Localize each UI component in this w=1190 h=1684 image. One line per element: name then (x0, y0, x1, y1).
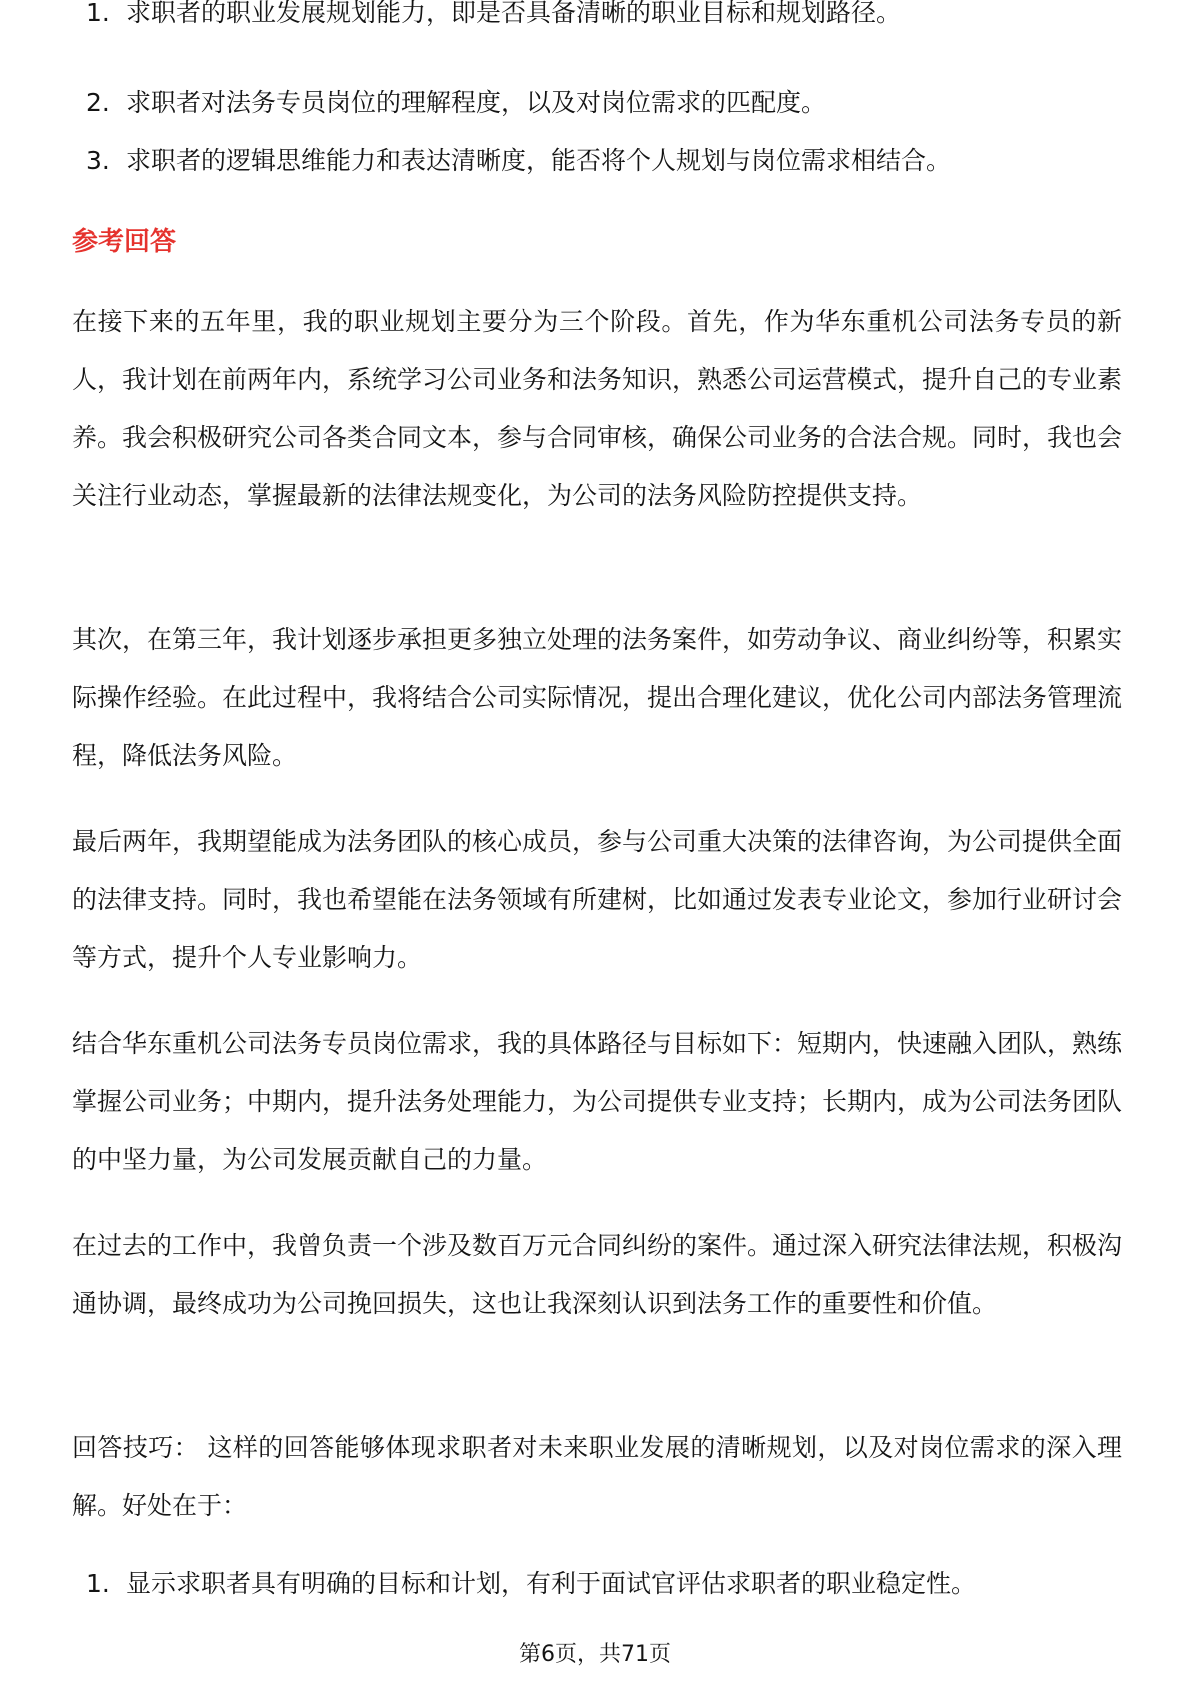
answer-paragraph: 在接下来的五年里，我的职业规划主要分为三个阶段。首先，作为华东重机公司法务专员的新人，我计划在前两年内，系统学习公司业务和法务知识，熟悉公司运营模式，提升自己的专业素养。我会积极研究公司各类合同文本，参与合同审核，确保公司业务的合法合规。同时，我也会关注行业动态，掌握最新的法律法规变化，为公司的法务风险防控提供支持。 (72, 307, 1123, 510)
clipped-list-item-container (0, 0, 1190, 46)
list-item (72, 132, 1132, 190)
criteria-list (72, 74, 1132, 190)
page-footer: 第6页，共71页 (519, 1642, 671, 1667)
answer-paragraph: 在过去的工作中，我曾负责一个涉及数百万元合同纠纷的案件。通过深入研究法律法规，积极沟通协调，最终成功为公司挽回损失，这也让我深刻认识到法务工作的重要性和价值。 (72, 1231, 1123, 1318)
tips-paragraph: 回答技巧： 这样的回答能够体现求职者对未来职业发展的清晰规划，以及对岗位需求的深入理解。好处在于： (72, 1433, 1122, 1520)
list-number: 2. (86, 88, 110, 117)
list-number: 1. (86, 1569, 110, 1598)
list-number: 1. (86, 0, 110, 27)
answer-paragraph: 其次，在第三年，我计划逐步承担更多独立处理的法务案件，如劳动争议、商业纠纷等，积累实际操作经验。在此过程中，我将结合公司实际情况，提出合理化建议，优化公司内部法务管理流程，降低法务风险。 (72, 625, 1123, 770)
list-item (72, 0, 1132, 42)
list-item (72, 1555, 1132, 1613)
benefits-list (72, 1555, 1132, 1613)
list-item-text: 求职者的逻辑思维能力和表达清晰度，能否将个人规划与岗位需求相结合。 (126, 146, 952, 175)
list-item-text: 显示求职者具有明确的目标和计划，有利于面试官评估求职者的职业稳定性。 (126, 1569, 977, 1598)
list-item (72, 74, 1132, 132)
answer-paragraph: 结合华东重机公司法务专员岗位需求，我的具体路径与目标如下：短期内，快速融入团队，熟练掌握公司业务；中期内，提升法务处理能力，为公司提供专业支持；长期内，成为公司法务团队的中坚力量，为公司发展贡献自己的力量。 (72, 1029, 1123, 1174)
section-heading: 参考回答 (72, 227, 177, 257)
list-number: 3. (86, 146, 110, 175)
answer-paragraph: 最后两年，我期望能成为法务团队的核心成员，参与公司重大决策的法律咨询，为公司提供全面的法律支持。同时，我也希望能在法务领域有所建树，比如通过发表专业论文，参加行业研讨会等方式，提升个人专业影响力。 (72, 827, 1123, 972)
list-item-text: 求职者对法务专员岗位的理解程度，以及对岗位需求的匹配度。 (126, 88, 827, 117)
criteria-list-clipped (72, 0, 1132, 42)
list-item-text: 求职者的职业发展规划能力，即是否具备清晰的职业目标和规划路径。 (126, 0, 902, 27)
